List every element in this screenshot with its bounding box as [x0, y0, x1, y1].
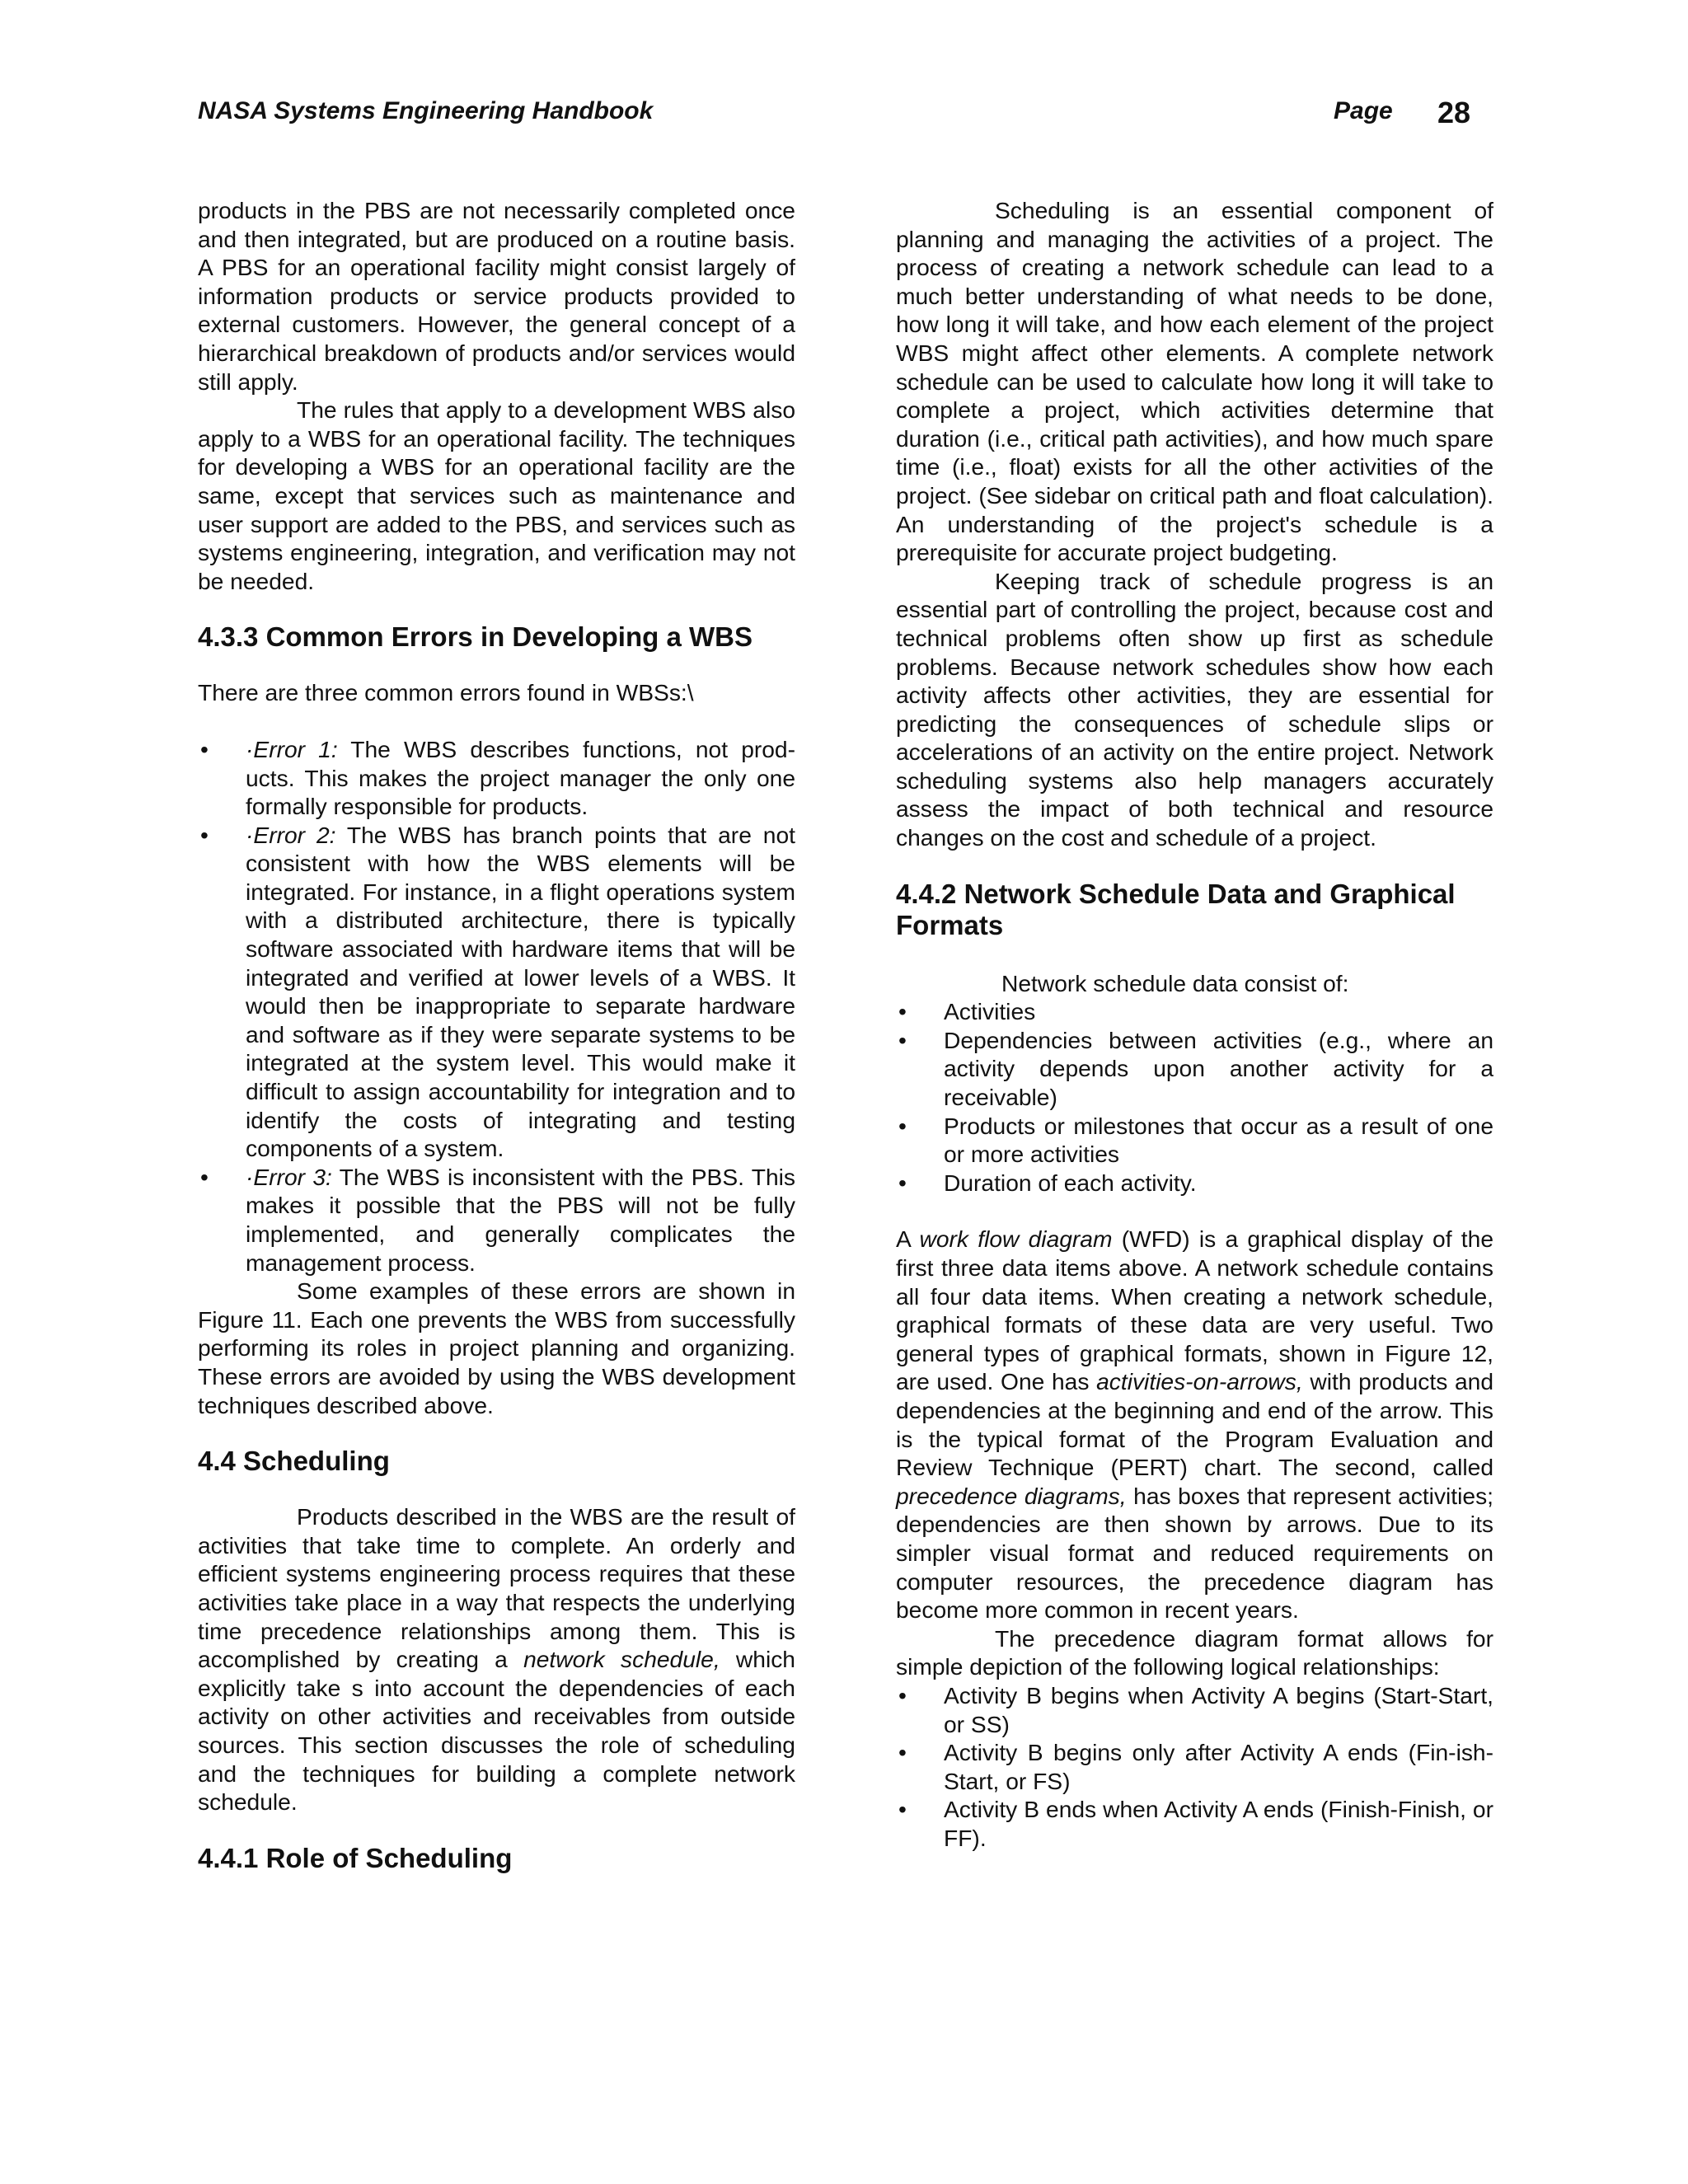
bullet-icon: • — [200, 1163, 209, 1190]
relationships-list — [896, 1681, 1493, 1853]
list-item-text: Activity B begins only after Activity A ends (Fin-ish- Start, or FS) — [944, 1739, 1493, 1794]
bullet-icon: • — [898, 1112, 907, 1139]
error-text: The WBS is inconsistent with the PBS. This makes it possible that the PBS will not be fully implemented, and generally complicates the management process. — [246, 1163, 795, 1276]
bullet-icon: • — [200, 821, 209, 848]
list-item — [896, 1795, 1493, 1852]
list-item — [896, 1026, 1493, 1112]
list-item — [896, 1738, 1493, 1795]
document-title: NASA Systems Engineering Handbook — [198, 97, 654, 124]
error-label: ·Error 1: — [246, 735, 338, 762]
paragraph: products in the PBS are not necessarily completed once and then integrated, but are produced on a routine basis. A PBS for an operational facility might consist largely of information products or service products provided to external customers. However, the general concept of a hierarchical breakdown of products and/or services would still apply. — [198, 197, 795, 395]
paragraph: The rules that apply to a development WBS also apply to a WBS for an operational facility. The techniques for developing a WBS for an operational facility are the same, except that services such as maintenance and user support are added to the PBS, and services such as systems engineering, integration, and verification may not be needed. — [198, 396, 795, 594]
emphasis: work flow diagram — [919, 1226, 1113, 1253]
section-heading-4-4: 4.4 Scheduling — [198, 1446, 390, 1477]
section-heading-4-4-1: 4.4.1 Role of Scheduling — [198, 1842, 513, 1873]
bullet-icon: • — [898, 1026, 907, 1053]
bullet-icon: • — [898, 1169, 907, 1196]
error-list — [198, 735, 795, 1277]
page-number: 28 — [1437, 96, 1471, 129]
data-items-list — [896, 997, 1493, 1197]
list-item-text: Duration of each activity. — [944, 1169, 1197, 1196]
section-heading-4-3-3: 4.3.3 Common Errors in Developing a WBS — [198, 621, 753, 653]
bullet-icon: • — [898, 1796, 907, 1823]
emphasis: activities-on-arrows, — [1096, 1368, 1303, 1395]
list-item — [896, 1112, 1493, 1169]
paragraph: Scheduling is an essential component of planning and managing the activities of a project. The process of creating a network schedule can lead to a much better understanding of what needs to be done, how long it will take, and how each element of the project WBS might affect other elements. A complete network schedule can be used to calculate how long it will take to complete a project, which activities determine that duration (i.e., critical path activities), and how much spare time (i.e., float) exists for all the other activities of the project. (See sidebar on critical path and float calculation). An understanding of the project's schedule is a prerequisite for accurate project budgeting. — [896, 197, 1493, 566]
text-run: Products described in the WBS are the result of activities that take time to complete. An orderly and efficient systems engineering process requires that these activities take place in a way that respects the underlying time precedence relationships among them. This is accomplished by creating a — [198, 1503, 795, 1673]
paragraph — [198, 1502, 795, 1816]
list-item — [896, 1681, 1493, 1738]
paragraph: There are three common errors found in WBSs:\ — [198, 679, 694, 706]
text-run: A — [896, 1226, 920, 1253]
paragraph: The precedence diagram format allows for simple depiction of the following logical relationships: — [896, 1624, 1493, 1680]
paragraph: Some examples of these errors are shown in Figure 11. Each one prevents the WBS from successfully performing its roles in project planning and organizing. These errors are avoided by using the WBS development techniques described above. — [198, 1277, 795, 1418]
emphasis: network schedule, — [523, 1646, 720, 1673]
bullet-icon: • — [200, 735, 209, 762]
page-label: Page — [1334, 97, 1393, 124]
list-item-text: Activities — [944, 998, 1036, 1025]
list-item — [198, 821, 795, 1163]
list-item-text: Activity B ends when Activity A ends (Finish-Finish, or FF). — [944, 1796, 1493, 1851]
list-item-text: Dependencies between activities (e.g., where an activity depends upon another activity for a receivable) — [944, 1026, 1493, 1111]
list-item-text: Products or milestones that occur as a result of one or more activities — [944, 1112, 1493, 1168]
bullet-icon: • — [898, 1681, 907, 1708]
left-column — [198, 196, 795, 1874]
paragraph — [896, 1225, 1493, 1624]
list-item-text: Activity B begins when Activity A begins (Start-Start, or SS) — [944, 1681, 1493, 1737]
list-item — [198, 1163, 795, 1277]
bullet-icon: • — [898, 1739, 907, 1766]
list-item — [198, 735, 795, 821]
error-text: The WBS describes functions, not prod-ucts. This makes the project manager the only one formally responsible for products. — [246, 735, 795, 820]
error-label: ·Error 2: — [246, 821, 336, 848]
paragraph: Keeping track of schedule progress is an essential part of controlling the project, because cost and technical problems often show up first as schedule problems. Because network schedules show how each activity affects other activities, they are essential for predicting the consequences of schedule slips or accelerations of an activity on the entire project. Network scheduling systems also help managers accurately assess the impact of both technical and resource changes on the cost and schedule of a project. — [896, 567, 1493, 851]
paragraph: Network schedule data consist of: — [1001, 969, 1349, 996]
list-item — [896, 1169, 1493, 1197]
text-run: which explicitly take s into account the dependencies of each activity on other activities and receivables from outside sources. This section discusses the role of scheduling and the techniques for building a complete network schedule. — [198, 1646, 795, 1816]
page-header — [198, 96, 1471, 138]
error-text: The WBS has branch points that are not consistent with how the WBS elements will be integrated. For instance, in a flight operations system with a distributed architecture, there is typically software associated with hardware items that will be integrated and verified at lower levels of a WBS. It would then be inappropriate to separate hardware and software as if they were separate systems to be integrated at the system level. This would make it difficult to assign accountability for integration and to identify the costs of integrating and testing components of a system. — [246, 821, 795, 1162]
list-item — [896, 997, 1493, 1026]
emphasis: precedence diagrams, — [896, 1482, 1127, 1509]
section-heading-4-4-2: 4.4.2 Network Schedule Data and Graphical Formats — [896, 878, 1456, 940]
text-run: with products and dependencies at the beginning and end of the arrow. This is the typical format of the Program Evaluation and Review Technique (PERT) chart. The second, called — [896, 1368, 1493, 1481]
text-run: (WFD) is a graphical display of the first three data items above. A network schedule contains all four data items. When creating a network schedule, graphical formats of these data are very useful. Two general types of graphical formats, shown in Figure 12, are used. One has — [896, 1226, 1493, 1395]
right-column — [896, 196, 1493, 1852]
text-run: has boxes that represent activities; dependencies are then shown by arrows. Due to its simpler visual format and reduced requirements on computer resources, the precedence diagram has become more common in recent years. — [896, 1482, 1494, 1624]
error-label: ·Error 3: — [246, 1163, 332, 1190]
bullet-icon: • — [898, 998, 907, 1025]
